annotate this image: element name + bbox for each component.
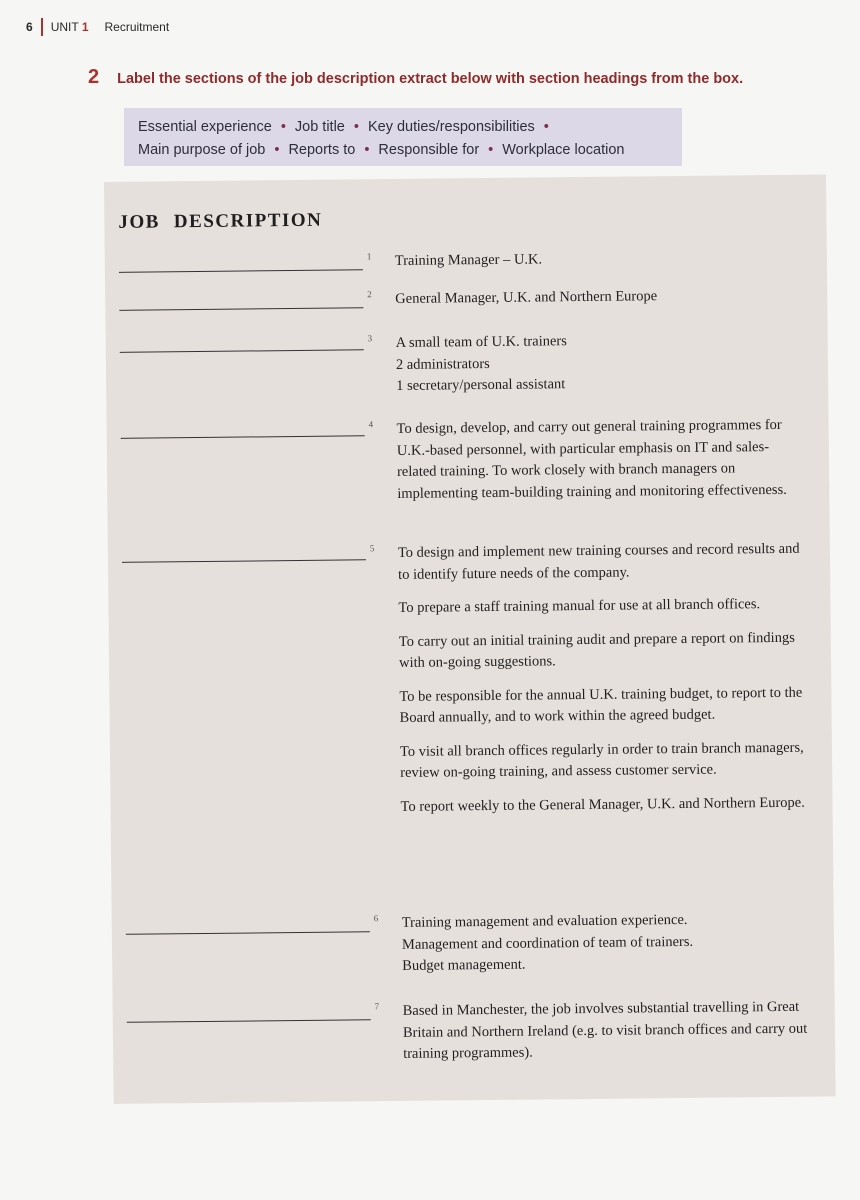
content-paragraph: To be responsible for the annual U.K. training budget, to report to the Board annually, and to work within the agreed budget. xyxy=(399,684,803,726)
content-line: A small team of U.K. trainers xyxy=(395,333,567,351)
answer-blank-5[interactable] xyxy=(122,559,366,563)
answer-blank-4[interactable] xyxy=(121,435,365,439)
section-name: Recruitment xyxy=(104,20,170,34)
section-number: 7 xyxy=(374,1001,380,1012)
answer-blank-1[interactable] xyxy=(119,269,363,273)
answer-blank-6[interactable] xyxy=(126,931,370,935)
section-5 xyxy=(122,539,822,815)
box-row-1: Essential experience • Job title • Key duties/responsibilities • xyxy=(138,116,668,139)
section-number: 1 xyxy=(366,251,372,262)
box-row-2: Main purpose of job • Reports to • Responsible for • Workplace location xyxy=(138,139,668,162)
section-number: 6 xyxy=(373,913,379,924)
content-line: Management and coordination of team of trainers. xyxy=(401,933,694,953)
section-number: 5 xyxy=(369,543,375,554)
instruction-text: Label the sections of the job description extract below with section headings from the box. xyxy=(117,71,744,87)
section-1 xyxy=(119,247,819,269)
content-line: 2 administrators xyxy=(395,355,490,373)
answer-blank-3[interactable] xyxy=(120,349,364,353)
section-number: 3 xyxy=(367,333,373,344)
heading-option: Reports to xyxy=(288,142,356,158)
section-2 xyxy=(119,285,819,307)
content-paragraph: To design and implement new training courses and record results and to identify future needs of the company. xyxy=(397,540,800,583)
header-divider xyxy=(41,18,43,36)
heading-option: Main purpose of job xyxy=(138,142,266,158)
content-paragraph: To prepare a staff training manual for use at all branch offices. xyxy=(398,596,761,616)
section-3 xyxy=(120,329,820,394)
section-6 xyxy=(126,908,826,974)
content-paragraph: To report weekly to the General Manager, U.K. and Northern Europe. xyxy=(400,794,805,815)
job-description-title: JOB DESCRIPTION xyxy=(118,209,323,233)
content-paragraph: To visit all branch offices regularly in order to train branch managers, review on-going training, and assess customer service. xyxy=(399,739,804,781)
content-paragraph: To design, develop, and carry out general training programmes for U.K.-based personnel, with particular emphasis on IT and sales-related training. To work closely with branch managers on implementing team-building training and monitoring effectiveness. xyxy=(396,416,787,502)
answer-blank-7[interactable] xyxy=(127,1019,371,1023)
section-headings-box xyxy=(124,108,682,166)
job-description-panel xyxy=(104,174,836,1104)
heading-option: Essential experience xyxy=(138,119,272,135)
section-4 xyxy=(121,415,821,502)
page-header xyxy=(26,18,169,36)
content-line: Training Manager – U.K. xyxy=(394,251,543,269)
heading-option: Key duties/responsibilities xyxy=(367,119,535,135)
content-paragraph: Based in Manchester, the job involves substantial travelling in Great Britain and Northern Ireland (e.g. to visit branch offices and carry out training programmes). xyxy=(402,998,808,1062)
content-line: 1 secretary/personal assistant xyxy=(396,376,566,394)
content-paragraph: To carry out an initial training audit and prepare a report on findings with on-going suggestions. xyxy=(398,629,795,671)
unit-label: UNIT 1 xyxy=(50,20,89,34)
heading-option: Job title xyxy=(294,119,345,135)
page-number: 6 xyxy=(26,20,33,34)
content-line: General Manager, U.K. and Northern Europe xyxy=(395,288,658,307)
content-line: Budget management. xyxy=(402,956,526,974)
section-number: 4 xyxy=(368,419,374,430)
answer-blank-2[interactable] xyxy=(119,307,363,311)
heading-option: Responsible for xyxy=(378,142,480,158)
content-line: Training management and evaluation experience. xyxy=(401,911,688,931)
exercise-instruction xyxy=(88,66,743,89)
heading-option: Workplace location xyxy=(502,142,625,158)
section-number: 2 xyxy=(367,289,372,300)
section-7 xyxy=(127,996,827,1062)
exercise-number: 2 xyxy=(88,66,100,88)
